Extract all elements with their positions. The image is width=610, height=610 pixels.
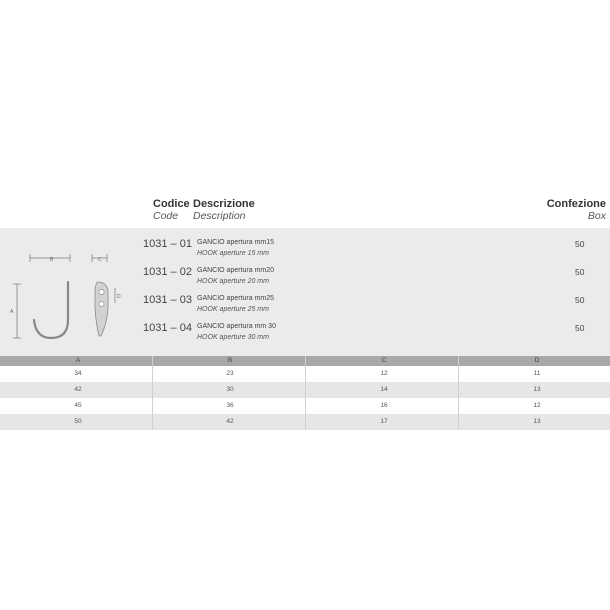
label-c: C bbox=[98, 257, 102, 263]
table-row bbox=[0, 398, 610, 414]
product-desc-it: GANCIO apertura mm25 bbox=[197, 295, 275, 302]
table-cell: 42 bbox=[74, 386, 82, 393]
product-code: 1031 – 02 bbox=[143, 266, 192, 278]
product-desc-it: GANCIO apertura mm20 bbox=[197, 267, 275, 274]
product-qty: 50 bbox=[575, 295, 585, 305]
label-d: D bbox=[117, 294, 121, 300]
product-desc-it: GANCIO apertura mm15 bbox=[197, 239, 275, 246]
product-code: 1031 – 01 bbox=[143, 238, 192, 250]
table-row bbox=[0, 366, 610, 382]
label-a: A bbox=[10, 309, 14, 315]
header-description-it: Descrizione bbox=[193, 198, 255, 210]
hook-technical-drawing bbox=[0, 228, 140, 356]
column-header-a: A bbox=[75, 357, 81, 364]
column-header-c: C bbox=[381, 357, 387, 364]
table-cell: 23 bbox=[226, 370, 234, 377]
table-cell: 34 bbox=[74, 370, 82, 377]
header-box-en: Box bbox=[587, 210, 606, 222]
header-box-it: Confezione bbox=[546, 198, 606, 210]
product-desc-en: HOOK aperture 25 mm bbox=[197, 306, 269, 313]
table-cell: 13 bbox=[533, 418, 541, 425]
product-desc-en: HOOK aperture 15 mm bbox=[197, 250, 269, 257]
label-b: B bbox=[50, 257, 54, 263]
column-header-b: B bbox=[227, 357, 233, 364]
dimension-table-header bbox=[0, 356, 610, 366]
column-header-d: D bbox=[534, 357, 540, 364]
header-code-it: Codice bbox=[153, 198, 190, 210]
table-row bbox=[0, 414, 610, 430]
table-cell: 13 bbox=[533, 386, 541, 393]
product-qty: 50 bbox=[575, 323, 585, 333]
header-description bbox=[193, 198, 255, 222]
header-box bbox=[547, 198, 606, 222]
header-description-en: Description bbox=[193, 210, 246, 222]
table-cell: 50 bbox=[74, 418, 82, 425]
product-panel bbox=[0, 228, 610, 356]
product-qty: 50 bbox=[575, 267, 585, 277]
table-cell: 12 bbox=[533, 402, 541, 409]
table-cell: 11 bbox=[533, 370, 541, 377]
table-cell: 12 bbox=[380, 370, 388, 377]
product-code: 1031 – 04 bbox=[143, 322, 192, 334]
table-row bbox=[0, 382, 610, 398]
table-cell: 30 bbox=[226, 386, 234, 393]
table-cell: 14 bbox=[380, 386, 388, 393]
table-cell: 45 bbox=[74, 402, 82, 409]
product-code: 1031 – 03 bbox=[143, 294, 192, 306]
dimension-table bbox=[0, 356, 610, 430]
product-desc-en: HOOK aperture 30 mm bbox=[197, 334, 269, 341]
header-code-en: Code bbox=[153, 210, 179, 222]
product-qty: 50 bbox=[575, 239, 585, 249]
table-cell: 42 bbox=[226, 418, 234, 425]
header-code bbox=[153, 198, 190, 222]
table-cell: 17 bbox=[380, 418, 388, 425]
table-cell: 16 bbox=[380, 402, 388, 409]
product-desc-en: HOOK aperture 20 mm bbox=[197, 278, 269, 285]
product-desc-it: GANCIO apertura mm 30 bbox=[197, 323, 276, 330]
table-cell: 36 bbox=[226, 402, 234, 409]
